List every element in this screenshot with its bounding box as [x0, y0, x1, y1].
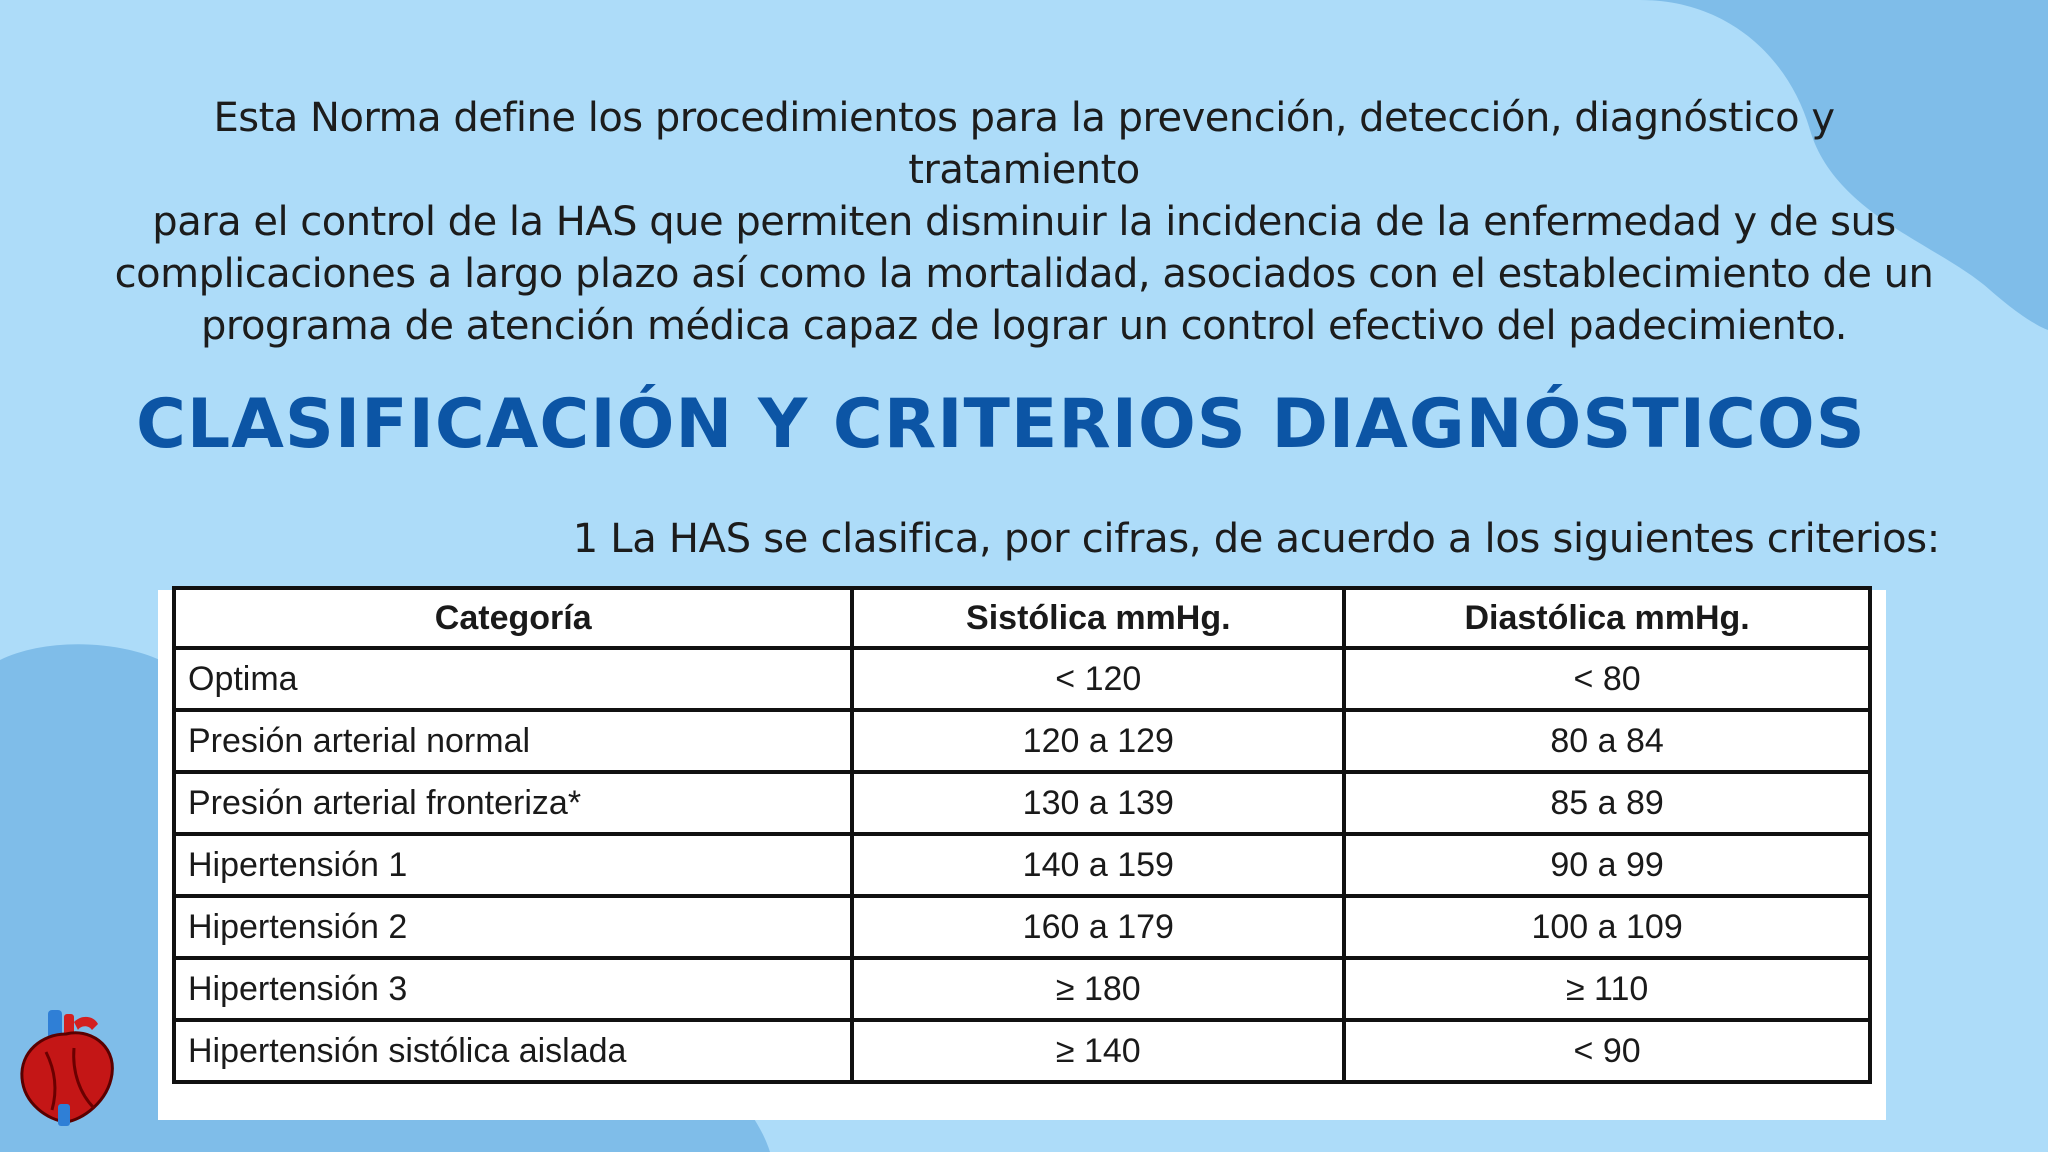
- heart-icon: [18, 1008, 118, 1126]
- cell-diastolic: < 90: [1344, 1020, 1870, 1082]
- table-row: [174, 1020, 1870, 1082]
- table-row: [174, 834, 1870, 896]
- intro-line: complicaciones a largo plazo así como la mortalidad, asociados con el establecimiento de un: [114, 251, 1934, 297]
- cell-systolic: < 120: [852, 648, 1344, 710]
- table-row: [174, 958, 1870, 1020]
- cell-diastolic: 100 a 109: [1344, 896, 1870, 958]
- intro-line: Esta Norma define los procedimientos para la prevención, detección, diagnóstico y tratamiento: [213, 95, 1835, 193]
- cell-systolic: ≥ 180: [852, 958, 1344, 1020]
- cell-category: Hipertensión sistólica aislada: [174, 1020, 852, 1082]
- cell-systolic: ≥ 140: [852, 1020, 1344, 1082]
- cell-category: Hipertensión 1: [174, 834, 852, 896]
- header-sistolica: Sistólica mmHg.: [852, 588, 1344, 648]
- cell-systolic: 130 a 139: [852, 772, 1344, 834]
- cell-systolic: 140 a 159: [852, 834, 1344, 896]
- section-heading: CLASIFICACIÓN Y CRITERIOS DIAGNÓSTICOS: [136, 385, 1866, 464]
- classification-subtitle: 1 La HAS se clasifica, por cifras, de acuerdo a los siguientes criterios:: [572, 516, 1940, 562]
- cell-diastolic: 80 a 84: [1344, 710, 1870, 772]
- table-header-row: [174, 588, 1870, 648]
- cell-diastolic: ≥ 110: [1344, 958, 1870, 1020]
- table-row: [174, 710, 1870, 772]
- cell-category: Hipertensión 3: [174, 958, 852, 1020]
- table-row: [174, 772, 1870, 834]
- cell-category: Presión arterial normal: [174, 710, 852, 772]
- table-card: [158, 590, 1886, 1120]
- header-categoria: Categoría: [174, 588, 852, 648]
- intro-line: programa de atención médica capaz de lograr un control efectivo del padecimiento.: [201, 303, 1847, 349]
- table-row: [174, 896, 1870, 958]
- cell-category: Presión arterial fronteriza*: [174, 772, 852, 834]
- cell-diastolic: 90 a 99: [1344, 834, 1870, 896]
- table-row: [174, 648, 1870, 710]
- cell-diastolic: < 80: [1344, 648, 1870, 710]
- cell-category: Hipertensión 2: [174, 896, 852, 958]
- intro-paragraph: [100, 92, 1948, 352]
- cell-systolic: 160 a 179: [852, 896, 1344, 958]
- cell-systolic: 120 a 129: [852, 710, 1344, 772]
- cell-category: Optima: [174, 648, 852, 710]
- intro-line: para el control de la HAS que permiten disminuir la incidencia de la enfermedad y de sus: [152, 199, 1896, 245]
- header-diastolica: Diastólica mmHg.: [1344, 588, 1870, 648]
- classification-table: [172, 586, 1872, 1084]
- cell-diastolic: 85 a 89: [1344, 772, 1870, 834]
